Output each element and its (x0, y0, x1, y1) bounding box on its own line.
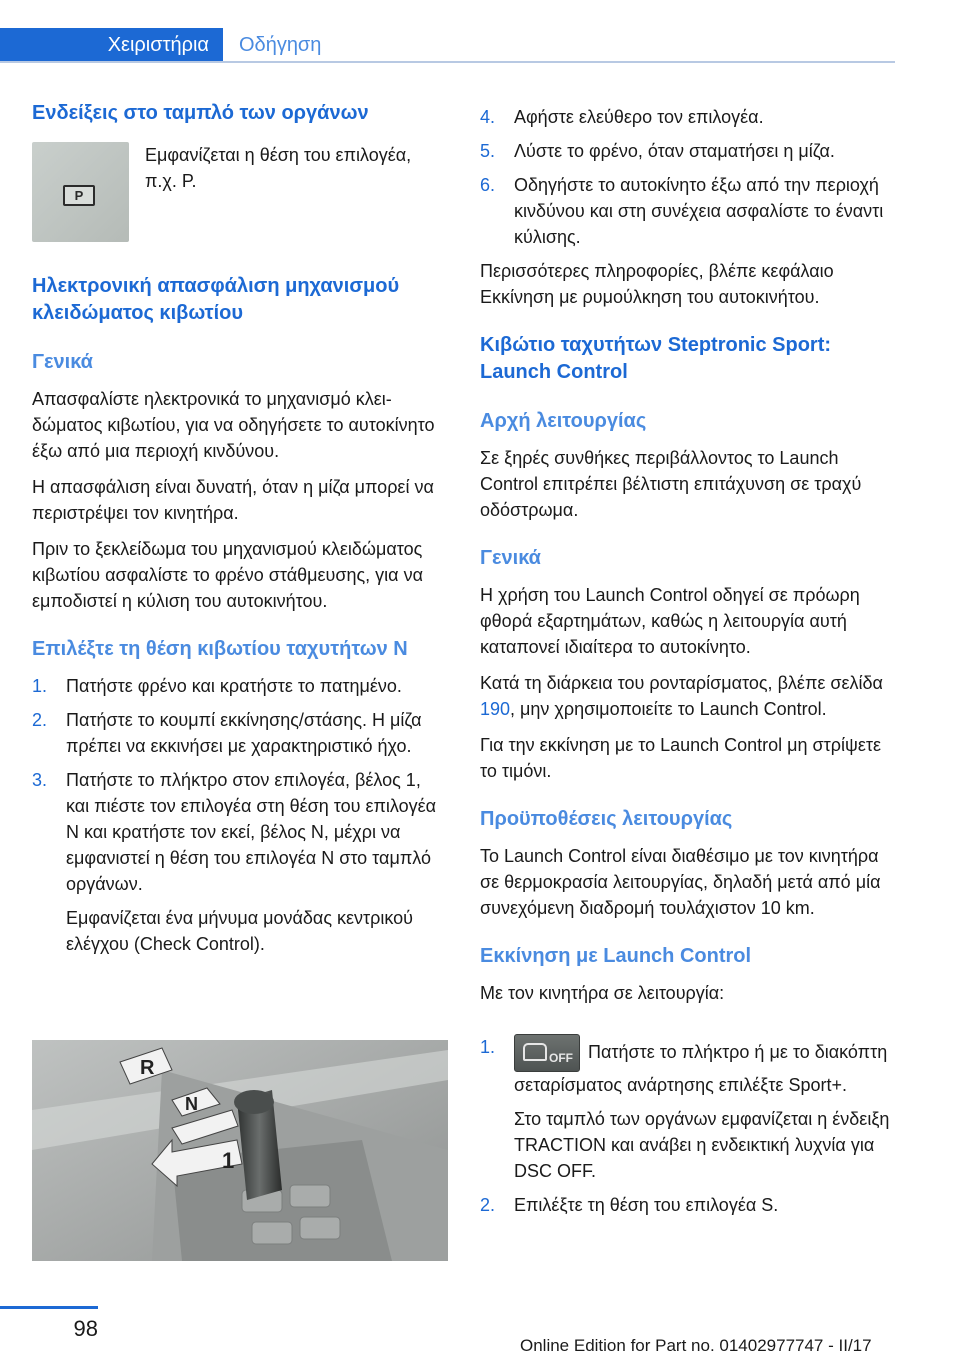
section-heading-electronic-release: Ηλεκτρονική απασφάλιση μηχανισμού κλειδώματος κιβωτίου (32, 275, 400, 324)
gear-position-p-indicator: P (63, 185, 95, 206)
step-number: 1. (32, 676, 48, 696)
paragraph-more-info: Περισσότερες πληροφορίες, βλέπε κεφάλαιο Εκκίνηση με ρυμούλκηση του αυτοκινήτου. (480, 261, 834, 307)
gear-selector-drawing (32, 1040, 448, 1261)
step-number: 1. (480, 1037, 496, 1057)
step-text: Οδηγήστε το αυτοκίνητο έξω από την περιοχή κινδύνου και στη συνέχεια ασφαλίστε το έναντι κύλισης. (514, 175, 884, 247)
step-text: Πατήστε το πλήκτρο στον επιλογέα, βέλος 1, και πιέστε τον επιλογέα στη θέση του επιλογέα N και κρατήστε τον εκεί, βέλος N, μέχρι να εμφανιστεί η θέση του επιλογέα N στο ταμπλό οργάνων. (66, 770, 437, 894)
arrow-label-1: 1 (222, 1148, 235, 1173)
paragraph-parking-brake: Πριν το ξεκλείδωμα του μηχανισμού κλειδώματος κιβωτίου ασφαλίστε το φρένο στάθμευσης, για να εμποδιστεί η κύλιση του αυτοκινήτου. (32, 539, 423, 611)
step-number: 2. (480, 1195, 496, 1215)
car-icon (523, 1043, 547, 1061)
tab-driving[interactable]: Οδήγηση (239, 34, 322, 56)
page-link-190[interactable]: 190 (480, 699, 511, 719)
paragraph-engine-running: Με τον κινητήρα σε λειτουργία: (480, 983, 725, 1003)
paragraph-steering: Για την εκκίνηση με το Launch Control μη στρίψετε το τιμόνι. (480, 735, 882, 781)
paragraph-release-intro: Απασφαλίστε ηλεκτρονικά το μηχανισμό κλειδώματος κιβωτίου, για να οδηγήσετε το αυτοκίνητο έξω από μια περιοχή κινδύνου. (32, 389, 435, 461)
thumbnail-caption-text: Εμφανίζεται η θέση του επιλογέα, π.χ. P. (145, 145, 412, 191)
header-divider (0, 61, 895, 63)
edition-footer: Online Edition for Part no. 01402977747 - II/17 (520, 1336, 872, 1355)
paragraph-principle: Σε ξηρές συνθήκες περιβάλλοντος το Launch Control επιτρέπει βέλτιστη επιτάχυνση σε τραχύ οδόστρωμα. (480, 448, 862, 520)
thumbnail-caption (145, 142, 448, 194)
list-item (480, 172, 895, 250)
section-heading-instrument-display: Ενδείξεις στο ταμπλό των οργάνων (32, 102, 369, 124)
arrow-label-n: N (185, 1094, 198, 1114)
subheading-general: Γενικά (32, 351, 93, 373)
paragraph-prerequisites: Το Launch Control είναι διαθέσιμο με τον κινητήρα σε θερμοκρασία λειτουργίας, δηλαδή μετά από μία συνεχόμενη διαδρομή τουλάχιστον 10 km. (480, 846, 881, 918)
run-in-text-b: , μην χρησιμοποιείτε το Launch Control. (510, 699, 827, 719)
subheading-prerequisites: Προϋποθέσεις λειτουργίας (480, 808, 733, 830)
subheading-general-launch: Γενικά (480, 547, 541, 569)
step-note: Εμφανίζεται ένα μήνυμα μονάδας κεντρικού ελέγχου (Check Control). (66, 908, 414, 954)
subheading-start-launch: Εκκίνηση με Launch Control (480, 945, 752, 967)
list-item (480, 138, 895, 164)
subheading-select-n: Επιλέξτε τη θέση κιβωτίου ταχυτήτων N (32, 638, 408, 660)
off-label: OFF (549, 1051, 573, 1065)
run-in-text-a: Κατά τη διάρκεια του ρονταρίσματος, βλέπε σελίδα (480, 673, 883, 693)
list-item (480, 104, 895, 130)
footer-accent-line (0, 1306, 98, 1309)
step-text: Πατήστε το κουμπί εκκίνησης/στάσης. Η μίζα πρέπει να εκκινήσει με χαρακτηριστικό ήχο. (66, 710, 422, 756)
step-number: 6. (480, 175, 496, 195)
step-text-with-button (514, 1034, 895, 1098)
list-item (480, 1034, 895, 1184)
instrument-display-thumbnail (32, 142, 129, 242)
dsc-off-button-icon (514, 1034, 580, 1072)
step-text: Λύστε το φρένο, όταν σταματήσει η μίζα. (514, 141, 835, 161)
right-column (480, 104, 895, 1226)
tab-controls[interactable]: Χειριστήρια (0, 28, 223, 62)
arrow-label-r: R (140, 1057, 155, 1079)
step-text: Πατήστε φρένο και κρατήστε το πατημένο. (66, 676, 402, 696)
page-number: 98 (73, 1316, 98, 1341)
step-number: 2. (32, 710, 48, 730)
left-column (32, 100, 448, 127)
step-number: 4. (480, 107, 496, 127)
list-item (32, 707, 448, 759)
step-text: Αφήστε ελεύθερο τον επιλογέα. (514, 107, 764, 127)
gear-selector-illustration (32, 1040, 448, 1261)
list-item (32, 767, 448, 957)
list-item (480, 1192, 895, 1218)
header-tabs (0, 0, 895, 62)
steps-list-left (32, 673, 448, 957)
left-column-body (32, 273, 448, 965)
section-heading-launch-control: Κιβώτιο ταχυτήτων Steptronic Sport: Launch Control (480, 334, 832, 383)
paragraph-wear: Η χρήση του Launch Control οδηγεί σε πρόωρη φθορά εξαρτημάτων, καθώς η λειτουργία αυτή καταπονεί ιδιαίτερα το αυτοκίνητο. (480, 585, 860, 657)
step-number: 3. (32, 770, 48, 790)
list-item (32, 673, 448, 699)
subheading-principle: Αρχή λειτουργίας (480, 410, 647, 432)
step-text: Πατήστε το πλήκτρο ή με το διακόπτη σεταρίσματος ανάρτησης επιλέξτε Sport+. (514, 1041, 888, 1095)
step-note: Στο ταμπλό των οργάνων εμφανίζεται η ένδειξη TRACTION και ανάβει η ενδεικτική λυχνία για DSC OFF. (514, 1109, 890, 1181)
paragraph-run-in (480, 670, 895, 722)
step-text: Επιλέξτε τη θέση του επιλογέα S. (514, 1195, 779, 1215)
step-number: 5. (480, 141, 496, 161)
steps-list-launch (480, 1034, 895, 1218)
steps-list-right (480, 104, 895, 250)
paragraph-release-possible: Η απασφάλιση είναι δυνατή, όταν η μίζα μπορεί να περιστρέψει τον κινητήρα. (32, 477, 434, 523)
